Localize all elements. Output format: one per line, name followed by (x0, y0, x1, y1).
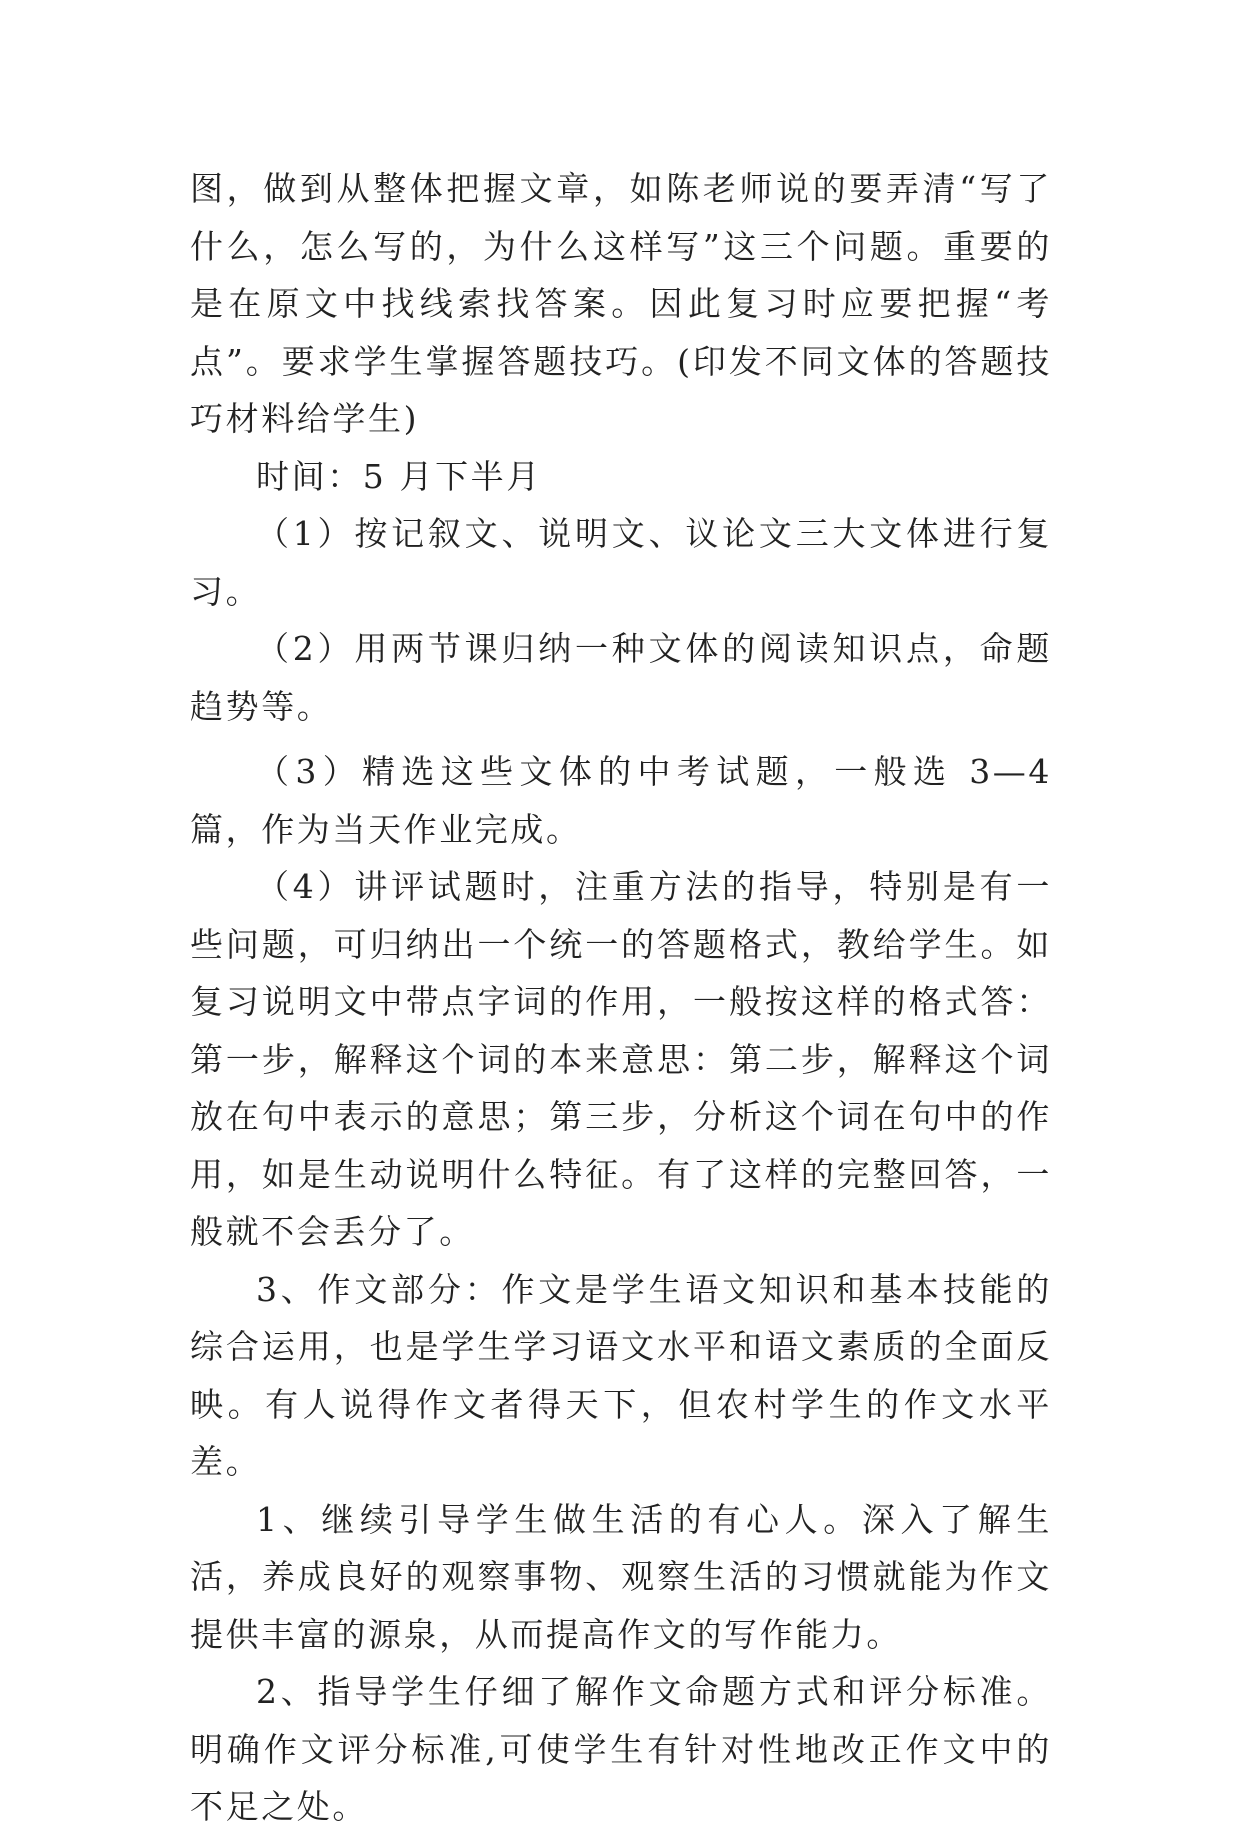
paragraph-continuation: 图，做到从整体把握文章，如陈老师说的要弄清“写了什么，怎么写的，为什么这样写”这三个问题。重要的是在原文中找线索找答案。因此复习时应要把握“考点”。要求学生掌握答题技巧。(印发不同文体的答题技巧材料给学生) (190, 169, 1052, 438)
paragraph-item-3: （3）精选这些文体的中考试题，一般选 3—4 篇，作为当天作业完成。 (190, 752, 1052, 849)
paragraph-composition-section: 3、作文部分：作文是学生语文知识和基本技能的综合运用，也是学生学习语文水平和语文素质的全面反映。有人说得作文者得天下，但农村学生的作文水平差。 (190, 1269, 1052, 1481)
paragraph-composition-point-1: 1、继续引导学生做生活的有心人。深入了解生活，养成良好的观察事物、观察生活的习惯就能为作文提供丰富的源泉，从而提高作文的写作能力。 (190, 1499, 1052, 1654)
document-body (190, 160, 1052, 1836)
paragraph-composition-point-2: 2、指导学生仔细了解作文命题方式和评分标准。明确作文评分标准,可使学生有针对性地改正作文中的不足之处。 (190, 1672, 1052, 1826)
paragraph-time: 时间：5 月下半月 (256, 456, 542, 496)
paragraph-item-2: （2）用两节课归纳一种文体的阅读知识点，命题趋势等。 (190, 629, 1052, 726)
paragraph-item-1: （1）按记叙文、说明文、议论文三大文体进行复习。 (190, 514, 1052, 611)
paragraph-item-4: （4）讲评试题时，注重方法的指导，特别是有一些问题，可归纳出一个统一的答题格式，教给学生。如复习说明文中带点字词的作用，一般按这样的格式答：第一步，解释这个词的本来意思：第二步，解释这个词放在句中表示的意思；第三步，分析这个词在句中的作用，如是生动说明什么特征。有了这样的完整回答，一般就不会丢分了。 (190, 867, 1052, 1251)
